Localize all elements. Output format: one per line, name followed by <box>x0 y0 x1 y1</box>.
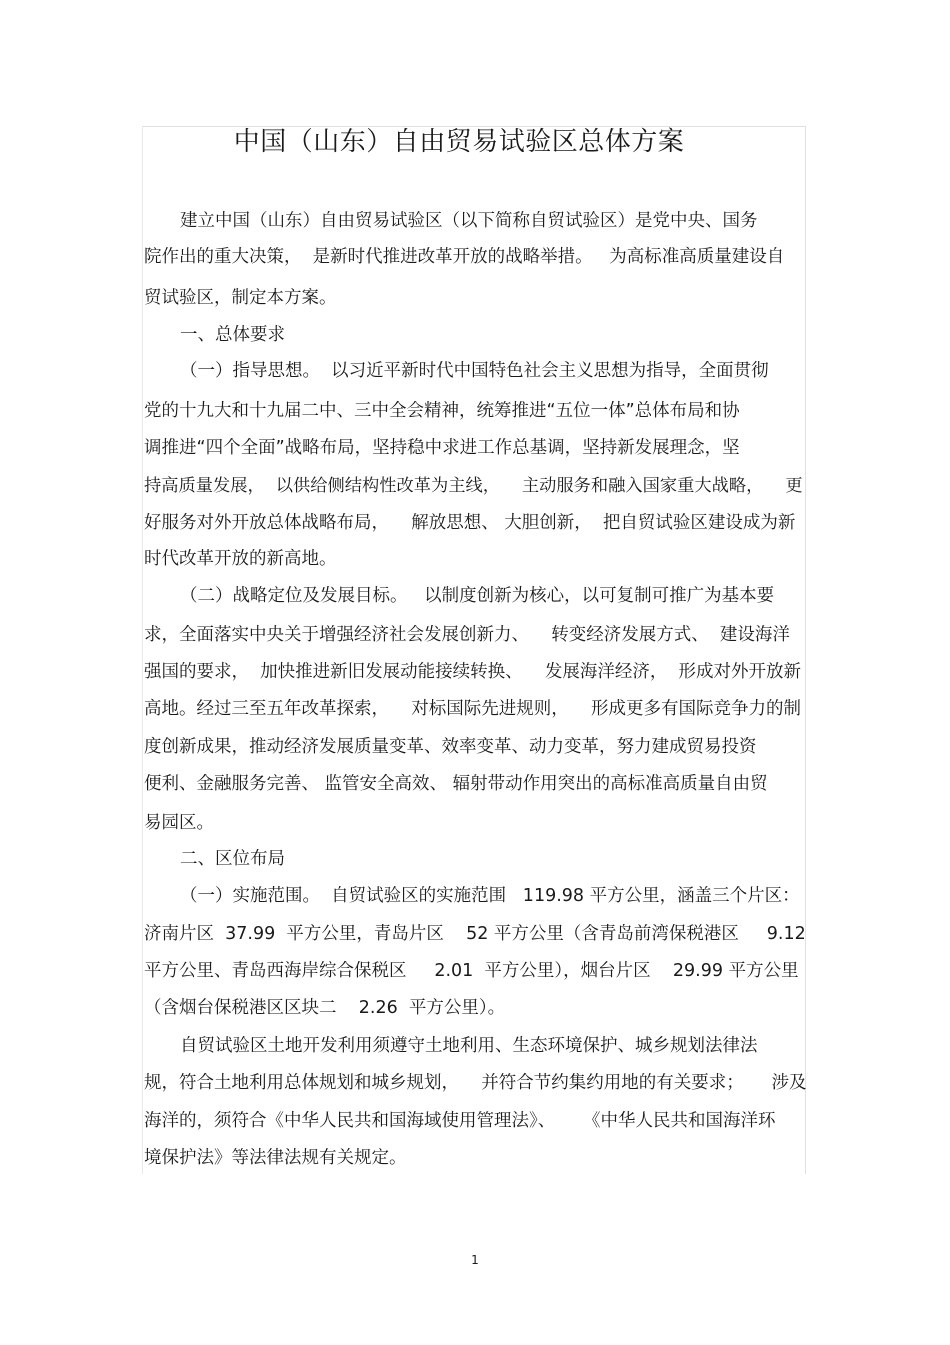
paragraph-line: 高地。经过三至五年改革探索， 对标国际先进规则， 形成更多有国际竞争力的制 <box>144 699 801 719</box>
paragraph-line: 院作出的重大决策， 是新时代推进改革开放的战略举措。 为高标准高质量建设自 <box>144 247 785 267</box>
paragraph-line: 持高质量发展， 以供给侧结构性改革为主线， 主动服务和融入国家重大战略， 更 <box>144 476 803 496</box>
document-title: 中国（山东）自由贸易试验区总体方案 <box>233 127 685 157</box>
page-number: 1 <box>471 1253 479 1267</box>
paragraph-line: 调推进“四个全面”战略布局，坚持稳中求进工作总基调，坚持新发展理念，坚 <box>144 438 740 458</box>
paragraph-line: 海洋的，须符合《中华人民共和国海域使用管理法》、 《中华人民共和国海洋环 <box>144 1111 776 1131</box>
paragraph-line: （一）指导思想。 以习近平新时代中国特色社会主义思想为指导，全面贯彻 <box>180 361 769 381</box>
section-heading: 一、总体要求 <box>180 325 285 345</box>
paragraph-line: 便利、金融服务完善、 监管安全高效、 辐射带动作用突出的高标准高质量自由贸 <box>144 774 768 794</box>
paragraph-line: 时代改革开放的新高地。 <box>144 549 337 569</box>
paragraph-line: 党的十九大和十九届二中、三中全会精神，统筹推进“五位一体”总体布局和协 <box>144 401 740 421</box>
paragraph-line: 强国的要求， 加快推进新旧发展动能接续转换、 发展海洋经济， 形成对外开放新 <box>144 662 801 682</box>
paragraph-line: 建立中国（山东）自由贸易试验区（以下简称自贸试验区）是党中央、国务 <box>180 211 758 231</box>
paragraph-line: 平方公里、青岛西海岸综合保税区 2.01 平方公里），烟台片区 29.99 平方公里 <box>144 961 799 981</box>
paragraph-line: （二）战略定位及发展目标。 以制度创新为核心，以可复制可推广为基本要 <box>180 586 775 606</box>
paragraph-line: （一）实施范围。 自贸试验区的实施范围 119.98 平方公里，涵盖三个片区： <box>180 886 800 906</box>
paragraph-line: 自贸试验区土地开发利用须遵守土地利用、生态环境保护、城乡规划法律法 <box>180 1036 758 1056</box>
paragraph-line: 度创新成果，推动经济发展质量变革、效率变革、动力变革，努力建成贸易投资 <box>144 737 757 757</box>
paragraph-line: 好服务对外开放总体战略布局， 解放思想、 大胆创新， 把自贸试验区建设成为新 <box>144 513 796 533</box>
paragraph-line: 济南片区 37.99 平方公里，青岛片区 52 平方公里（含青岛前湾保税港区 9.12 <box>144 924 806 944</box>
paragraph-line: 易园区。 <box>144 813 214 833</box>
paragraph-line: 求，全面落实中央关于增强经济社会发展创新力、 转变经济发展方式、 建设海洋 <box>144 625 790 645</box>
paragraph-line: 规，符合土地利用总体规划和城乡规划， 并符合节约集约用地的有关要求； 涉及 <box>144 1073 807 1093</box>
paragraph-line: 境保护法》等法律法规有关规定。 <box>144 1148 407 1168</box>
paragraph-line: 贸试验区，制定本方案。 <box>144 288 337 308</box>
section-heading: 二、区位布局 <box>180 849 285 869</box>
paragraph-line: （含烟台保税港区区块二 2.26 平方公里）。 <box>144 998 506 1018</box>
